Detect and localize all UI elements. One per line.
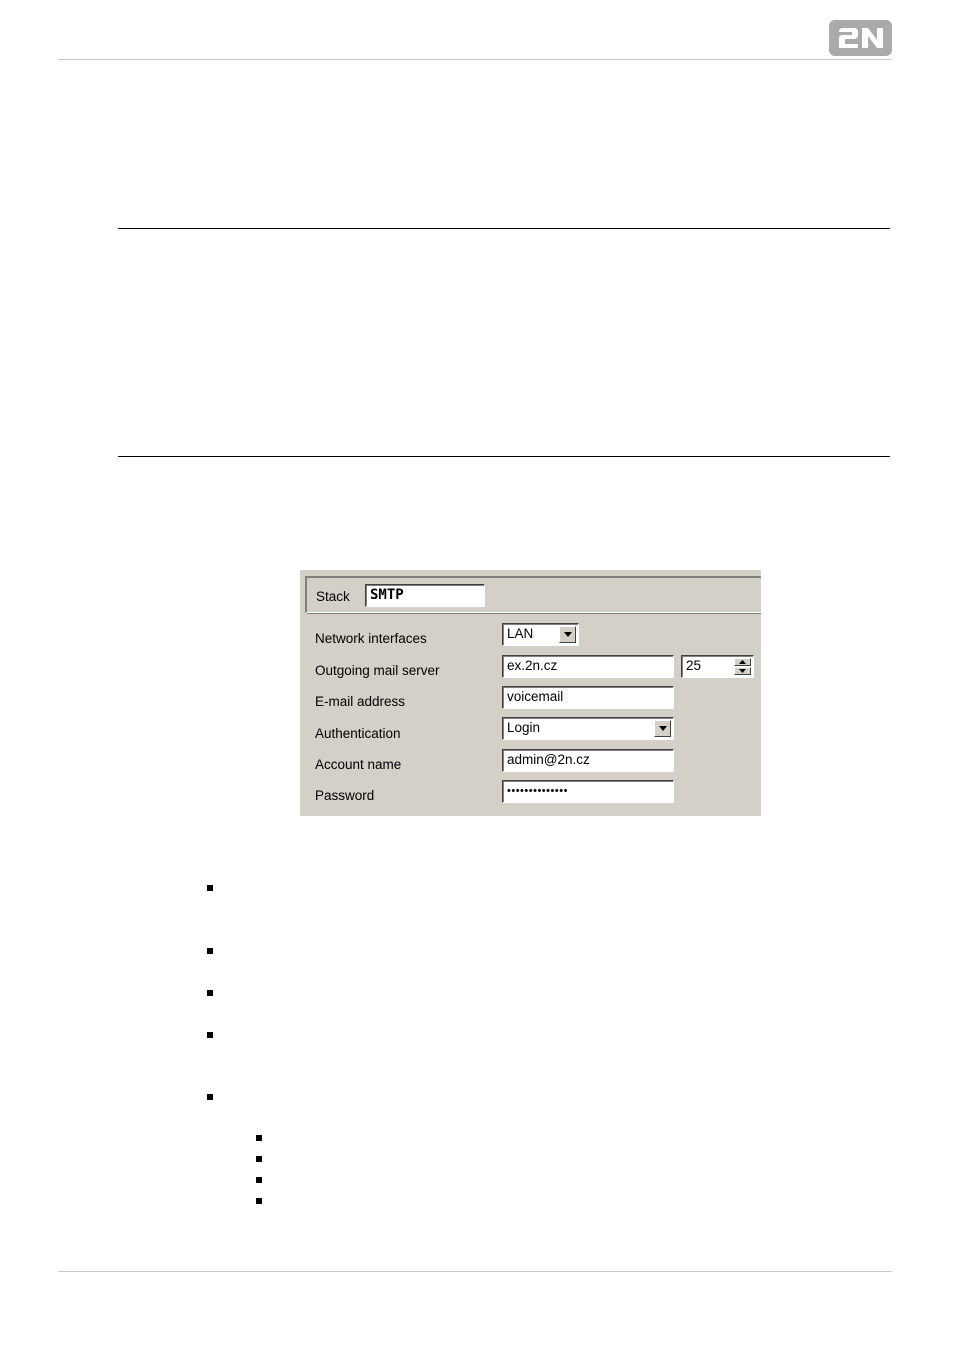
- brand-logo: [829, 20, 892, 56]
- smtp-port-stepper[interactable]: [681, 655, 754, 678]
- network-interfaces-value: LAN: [507, 626, 534, 641]
- outgoing-mail-server-field[interactable]: ex.2n.cz: [502, 655, 674, 678]
- dropdown-arrow-icon[interactable]: [654, 720, 671, 737]
- square-bullet-icon: [207, 1032, 213, 1038]
- authentication-select[interactable]: [502, 717, 674, 740]
- stack-label: Stack: [316, 589, 350, 604]
- account-name-field[interactable]: admin@2n.cz: [502, 749, 674, 772]
- authentication-value: Login: [507, 720, 541, 735]
- footer-divider: [58, 1271, 892, 1272]
- stack-bar: [305, 576, 761, 613]
- square-bullet-icon: [207, 948, 213, 954]
- network-interfaces-label: Network interfaces: [315, 631, 427, 646]
- square-bullet-icon: [207, 1094, 213, 1100]
- smtp-port-value: 25: [686, 658, 702, 673]
- section-rule-1: [118, 228, 890, 229]
- section-rule-2: [118, 456, 890, 457]
- dropdown-arrow-icon[interactable]: [559, 626, 576, 643]
- square-bullet-icon: [256, 1156, 262, 1162]
- logo-2n-icon: [835, 25, 887, 51]
- smtp-settings-panel: [300, 570, 761, 816]
- authentication-label: Authentication: [315, 726, 401, 741]
- stack-name-field[interactable]: SMTP: [365, 584, 485, 607]
- account-name-label: Account name: [315, 757, 402, 772]
- spin-down-icon[interactable]: [734, 667, 751, 675]
- square-bullet-icon: [256, 1177, 262, 1183]
- spin-up-icon[interactable]: [734, 658, 751, 666]
- outgoing-mail-server-label: Outgoing mail server: [315, 663, 440, 678]
- email-address-field[interactable]: voicemail: [502, 686, 674, 709]
- square-bullet-icon: [256, 1198, 262, 1204]
- network-interfaces-select[interactable]: [502, 623, 579, 646]
- password-label: Password: [315, 788, 375, 803]
- square-bullet-icon: [207, 885, 213, 891]
- email-address-label: E-mail address: [315, 694, 406, 709]
- header-divider: [58, 59, 892, 60]
- password-field[interactable]: ••••••••••••••: [502, 780, 674, 803]
- port-spinner[interactable]: [734, 658, 751, 675]
- square-bullet-icon: [256, 1135, 262, 1141]
- square-bullet-icon: [207, 990, 213, 996]
